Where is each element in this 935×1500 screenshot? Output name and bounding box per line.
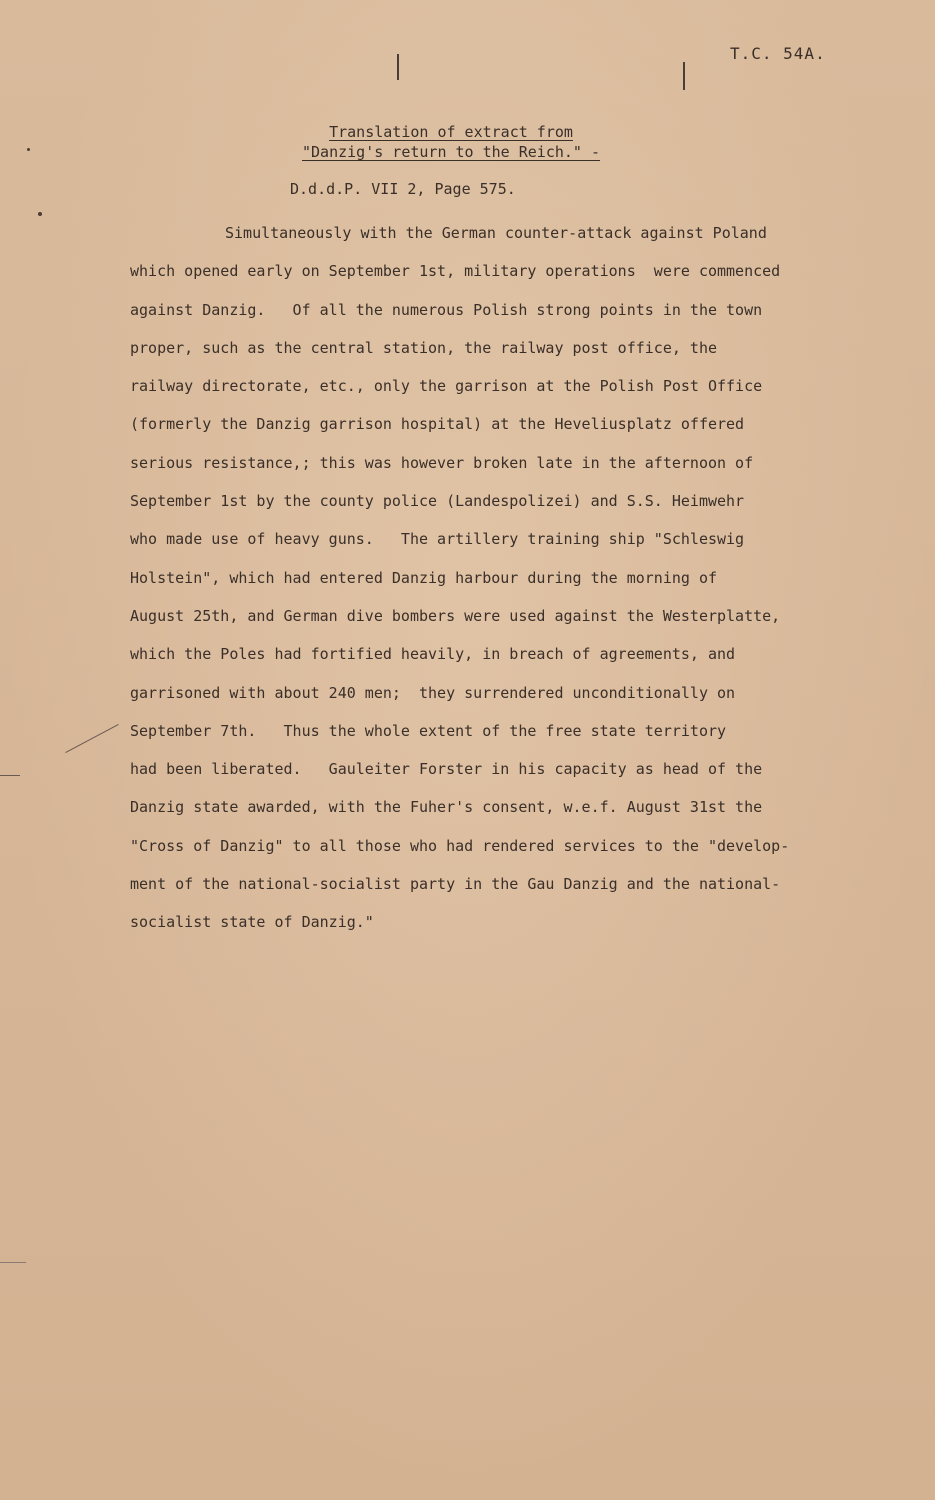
body-line: which opened early on September 1st, military operations were commenced bbox=[130, 262, 781, 281]
pencil-stroke bbox=[65, 724, 118, 753]
document-reference: T.C. 54A. bbox=[730, 44, 826, 63]
title-line-2: "Danzig's return to the Reich." - bbox=[301, 143, 600, 161]
body-line: ment of the national-socialist party in the Gau Danzig and the national- bbox=[130, 875, 781, 894]
margin-tick-left bbox=[397, 54, 399, 80]
body-line: "Cross of Danzig" to all those who had rendered services to the "develop- bbox=[130, 836, 790, 855]
body-line: September 1st by the county police (Landespolizei) and S.S. Heimwehr bbox=[130, 492, 745, 511]
body-line: which the Poles had fortified heavily, in breach of agreements, and bbox=[130, 645, 736, 664]
body-line: serious resistance,; this was however broken late in the afternoon of bbox=[130, 453, 754, 472]
body-line: who made use of heavy guns. The artillery training ship "Schleswig bbox=[130, 530, 745, 549]
title-line-1: Translation of extract from bbox=[329, 123, 573, 141]
document-title bbox=[286, 122, 616, 162]
margin-line bbox=[0, 1262, 26, 1263]
document-body bbox=[130, 214, 830, 942]
body-line: (formerly the Danzig garrison hospital) at the Heveliusplatz offered bbox=[130, 415, 745, 434]
body-line: Holstein", which had entered Danzig harbour during the morning of bbox=[130, 568, 717, 587]
body-line: had been liberated. Gauleiter Forster in his capacity as head of the bbox=[130, 760, 763, 779]
body-line: Danzig state awarded, with the Fuher's consent, w.e.f. August 31st the bbox=[130, 798, 763, 817]
body-line: railway directorate, etc., only the garrison at the Polish Post Office bbox=[130, 377, 763, 396]
source-citation: D.d.d.P. VII 2, Page 575. bbox=[290, 180, 516, 198]
body-line: garrisoned with about 240 men; they surrendered unconditionally on bbox=[130, 683, 736, 702]
body-line: Simultaneously with the German counter-attack against Poland bbox=[225, 224, 767, 242]
body-line: against Danzig. Of all the numerous Polish strong points in the town bbox=[130, 300, 763, 319]
margin-line bbox=[0, 775, 20, 776]
body-line: August 25th, and German dive bombers were used against the Westerplatte, bbox=[130, 606, 781, 625]
margin-tick-right bbox=[683, 62, 685, 90]
body-line: proper, such as the central station, the railway post office, the bbox=[130, 338, 717, 357]
ink-mark bbox=[38, 212, 42, 216]
body-line: socialist state of Danzig." bbox=[130, 913, 374, 932]
ink-mark bbox=[27, 148, 30, 151]
body-line: September 7th. Thus the whole extent of the free state territory bbox=[130, 721, 727, 740]
